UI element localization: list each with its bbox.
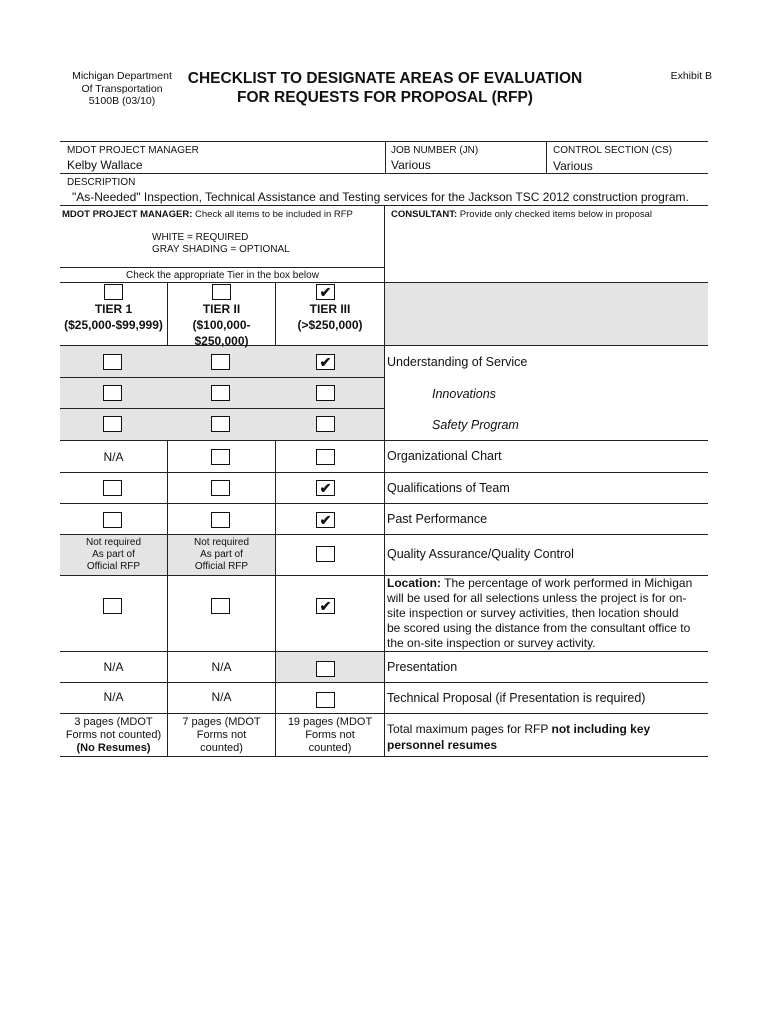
department-block xyxy=(58,70,186,108)
dept-line-2: Of Transportation xyxy=(81,82,163,95)
qaqc-t1-line-2: As part of xyxy=(92,549,135,560)
org-t2-checkbox[interactable] xyxy=(211,449,230,465)
exhibit-label: Exhibit B xyxy=(670,70,712,82)
legend-gray: GRAY SHADING = OPTIONAL xyxy=(152,244,290,255)
pages-t1 xyxy=(60,716,167,755)
qaqc-t2-line-1: Not required xyxy=(193,537,250,548)
page-title xyxy=(180,69,590,107)
location-line-1 xyxy=(387,576,692,591)
pages-t3-line-3: counted) xyxy=(308,742,352,754)
description-value[interactable]: "As-Needed" Inspection, Technical Assistance and Testing services for the Jackson TSC 2012 construction program. xyxy=(72,190,689,204)
legend-white: WHITE = REQUIRED xyxy=(152,232,249,243)
pm-value[interactable]: Kelby Wallace xyxy=(67,158,143,172)
pages-t2-line-2: Forms not xyxy=(196,729,247,741)
tier2-checkbox[interactable] xyxy=(212,284,231,300)
qualifications-t2-checkbox[interactable] xyxy=(211,480,230,496)
form-number: 5100B (03/10) xyxy=(88,95,156,107)
location-line-2: will be used for all selections unless the project is for on- xyxy=(387,591,687,605)
innovations-t1-checkbox[interactable] xyxy=(103,385,122,401)
location-text xyxy=(387,576,692,651)
qaqc-t1-line-3: Official RFP xyxy=(86,561,141,572)
dept-line-1: Michigan Department xyxy=(72,70,172,82)
divider xyxy=(546,141,547,173)
divider xyxy=(60,440,708,441)
tier-prompt: Check the appropriate Tier in the box below xyxy=(126,270,319,281)
divider xyxy=(60,756,708,757)
safety-label: Safety Program xyxy=(432,418,519,432)
qaqc-t3-checkbox[interactable] xyxy=(316,546,335,562)
pages-label-bold: not including key xyxy=(551,722,651,736)
divider xyxy=(60,534,708,535)
understanding-t1-checkbox[interactable] xyxy=(103,354,122,370)
tier1-checkbox[interactable] xyxy=(104,284,123,300)
presentation-t2-na: N/A xyxy=(211,660,232,674)
divider xyxy=(60,503,708,504)
tier1-range: ($25,000-$99,999) xyxy=(64,318,163,332)
qaqc-t2-not-required xyxy=(168,537,275,573)
consultant-instruction-bold: CONSULTANT: xyxy=(391,209,458,220)
pages-t3 xyxy=(276,716,384,755)
jn-value[interactable]: Various xyxy=(391,158,431,172)
pages-label-line-2: personnel resumes xyxy=(387,738,498,752)
presentation-label: Presentation xyxy=(387,660,458,674)
safety-t3-checkbox[interactable] xyxy=(316,416,335,432)
location-line-4: be scored using the distance from the consultant office to xyxy=(387,621,691,635)
safety-t2-checkbox[interactable] xyxy=(211,416,230,432)
tier1-header xyxy=(60,301,167,333)
tier1-name: TIER 1 xyxy=(94,302,133,316)
divider xyxy=(60,141,708,142)
location-t2-checkbox[interactable] xyxy=(211,598,230,614)
location-t3-checkbox[interactable]: ✔ xyxy=(316,598,335,614)
pages-t1-line-3: (No Resumes) xyxy=(76,742,151,754)
pm-instruction-bold: MDOT PROJECT MANAGER: xyxy=(62,209,193,220)
pages-t1-line-2: Forms not counted) xyxy=(65,729,162,741)
divider xyxy=(60,408,384,409)
pages-t3-line-1: 19 pages (MDOT xyxy=(287,716,373,728)
tier2-header xyxy=(168,301,275,349)
pages-t2 xyxy=(168,716,275,755)
pm-label: MDOT PROJECT MANAGER xyxy=(67,145,199,156)
cs-label: CONTROL SECTION (CS) xyxy=(553,145,673,156)
divider xyxy=(60,377,384,378)
divider xyxy=(385,141,386,173)
technical-label: Technical Proposal (if Presentation is required) xyxy=(387,691,646,705)
divider xyxy=(60,651,708,652)
divider xyxy=(60,472,708,473)
qualifications-label: Qualifications of Team xyxy=(387,481,510,495)
location-line-5: the on-site inspection or survey activity. xyxy=(387,636,596,650)
tier2-name: TIER II xyxy=(202,302,241,316)
legend xyxy=(152,232,290,256)
location-line-3: site inspection or survey activities, then location should xyxy=(387,606,679,620)
pages-t1-line-1: 3 pages (MDOT xyxy=(74,716,153,728)
pages-t2-line-1: 7 pages (MDOT xyxy=(182,716,261,728)
presentation-t1-na: N/A xyxy=(103,660,124,674)
pages-label xyxy=(387,721,650,753)
org-label: Organizational Chart xyxy=(387,449,502,463)
qualifications-t1-checkbox[interactable] xyxy=(103,480,122,496)
past-t3-checkbox[interactable]: ✔ xyxy=(316,512,335,528)
pm-instruction xyxy=(62,209,353,220)
qaqc-t1-line-1: Not required xyxy=(85,537,142,548)
technical-t2-na: N/A xyxy=(211,690,232,704)
description-label: DESCRIPTION xyxy=(67,177,136,188)
understanding-label: Understanding of Service xyxy=(387,355,528,369)
shaded-area xyxy=(385,283,708,345)
divider xyxy=(60,713,708,714)
past-label: Past Performance xyxy=(387,512,488,526)
divider xyxy=(60,345,708,346)
qaqc-label: Quality Assurance/Quality Control xyxy=(387,547,574,561)
divider xyxy=(60,267,385,268)
cs-value[interactable]: Various xyxy=(553,159,593,173)
divider xyxy=(60,173,708,174)
tier2-range-1: ($100,000- xyxy=(192,318,251,332)
qaqc-t2-line-2: As part of xyxy=(200,549,243,560)
divider xyxy=(60,682,708,683)
past-t1-checkbox[interactable] xyxy=(103,512,122,528)
location-line-1-text: The percentage of work performed in Michigan xyxy=(441,576,693,590)
consultant-instruction xyxy=(391,209,652,220)
jn-label: JOB NUMBER (JN) xyxy=(391,145,479,156)
title-line-1: CHECKLIST TO DESIGNATE AREAS OF EVALUATION xyxy=(187,70,583,87)
org-t3-checkbox[interactable] xyxy=(316,449,335,465)
presentation-t3-checkbox[interactable] xyxy=(316,661,335,677)
org-t1-na: N/A xyxy=(103,450,124,464)
location-t1-checkbox[interactable] xyxy=(103,598,122,614)
pages-t3-line-2: Forms not xyxy=(305,729,355,741)
innovations-label: Innovations xyxy=(432,387,496,401)
tier3-checkbox[interactable]: ✔ xyxy=(316,284,335,300)
pages-label-text: Total maximum pages for RFP xyxy=(387,722,552,736)
qaqc-t2-line-3: Official RFP xyxy=(194,561,249,572)
location-bold: Location: xyxy=(387,576,441,590)
innovations-t2-checkbox[interactable] xyxy=(211,385,230,401)
technical-t3-checkbox[interactable] xyxy=(316,692,335,708)
title-line-2: FOR REQUESTS FOR PROPOSAL (RFP) xyxy=(237,89,533,106)
tier2-range-2: $250,000) xyxy=(194,334,249,348)
tier3-name: TIER III xyxy=(309,302,351,316)
tier3-range: (>$250,000) xyxy=(297,318,363,332)
safety-t1-checkbox[interactable] xyxy=(103,416,122,432)
qaqc-t1-not-required xyxy=(60,537,167,573)
pages-label-line-1 xyxy=(387,721,650,737)
understanding-t3-checkbox[interactable]: ✔ xyxy=(316,354,335,370)
qualifications-t3-checkbox[interactable]: ✔ xyxy=(316,480,335,496)
pages-t2-line-3: counted) xyxy=(200,742,243,754)
innovations-t3-checkbox[interactable] xyxy=(316,385,335,401)
consultant-instruction-text: Provide only checked items below in proposal xyxy=(457,209,652,220)
tier3-header xyxy=(276,301,384,333)
technical-t1-na: N/A xyxy=(103,690,124,704)
understanding-t2-checkbox[interactable] xyxy=(211,354,230,370)
past-t2-checkbox[interactable] xyxy=(211,512,230,528)
pm-instruction-text: Check all items to be included in RFP xyxy=(192,209,353,220)
